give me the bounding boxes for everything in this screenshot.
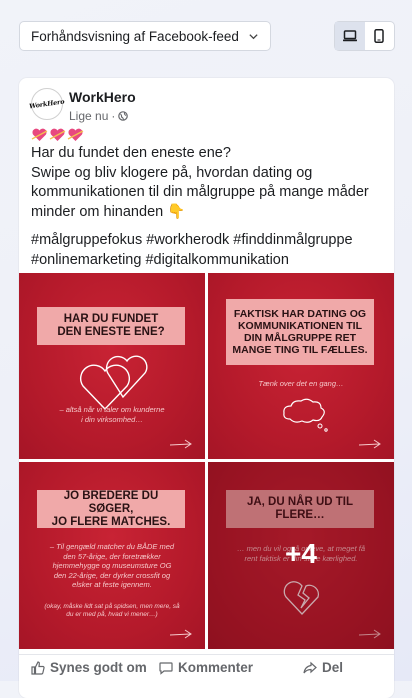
tile-header: FAKTISK HAR DATING OG KOMMUNIKATIONEN TIL DIN MÅLGRUPPE RET MANGE TING TIL FÆLLES. bbox=[226, 299, 374, 365]
workhero-logo: WorkHero bbox=[28, 97, 66, 111]
carousel-image-3[interactable] bbox=[19, 462, 205, 649]
preview-type-dropdown[interactable] bbox=[19, 21, 271, 51]
share-icon bbox=[303, 661, 317, 675]
post-body: Har du fundet den eneste ene? Swipe og bliv klogere på, hvordan dating og kommunikationen til din målgruppe på mange måder minder om hinanden 👇 bbox=[31, 145, 369, 220]
post-time[interactable]: Lige nu bbox=[69, 109, 109, 123]
arrow-right-icon bbox=[169, 629, 193, 639]
like-label: Synes godt om bbox=[50, 660, 147, 675]
tile-subtext: – altså når vi taler om kunderne i din virksomhed… bbox=[59, 405, 165, 424]
thumbs-up-icon bbox=[31, 661, 45, 675]
heart-emojis bbox=[31, 125, 383, 144]
comment-label: Kommenter bbox=[178, 660, 254, 675]
desktop-view-button[interactable] bbox=[335, 22, 365, 50]
avatar[interactable] bbox=[28, 88, 66, 120]
chevron-down-icon bbox=[248, 31, 259, 42]
tile-header: JO BREDERE DU SØGER, JO FLERE MATCHES. bbox=[37, 490, 185, 528]
thought-bubble-icon bbox=[280, 397, 330, 433]
share-label: Del bbox=[322, 660, 344, 675]
heart-arrow-icon bbox=[49, 128, 66, 142]
arrow-right-icon bbox=[169, 439, 193, 449]
tile-subtext-note: (okay, måske lidt sat på spidsen, men mere, så du er med på, hvad vi mener…) bbox=[44, 603, 180, 618]
comment-button[interactable] bbox=[159, 660, 253, 675]
post-actions bbox=[19, 654, 394, 684]
carousel-image-1[interactable] bbox=[19, 273, 205, 459]
preview-type-label: Forhåndsvisning af Facebook-feed bbox=[31, 28, 239, 44]
share-button[interactable] bbox=[303, 660, 343, 675]
post-text bbox=[31, 125, 383, 270]
carousel-image-2[interactable] bbox=[208, 273, 394, 459]
tile-subtext: – Til gengæld matcher du BÅDE med den 57-årige, der foretrækker hjemmehygge og museumsture OG den 22-årige, der dyrker crossfit og elsker at feste igennem. bbox=[49, 542, 175, 589]
preview-toolbar bbox=[19, 21, 395, 51]
mobile-phone-icon bbox=[374, 29, 384, 43]
tile-subtext: … men du vil også opleve, at meget få rent faktisk er din store kærlighed. bbox=[237, 544, 365, 563]
more-images-count: +4 bbox=[285, 538, 317, 569]
tile-header: JA, DU NÅR UD TIL FLERE… bbox=[226, 490, 374, 528]
like-button[interactable] bbox=[31, 660, 147, 675]
comment-icon bbox=[159, 661, 173, 675]
device-toggle bbox=[334, 21, 395, 51]
mobile-view-button[interactable] bbox=[365, 22, 395, 50]
post-hashtags[interactable]: #målgruppefokus #workherodk #finddinmålgruppe #onlinemarketing #digitalkommunikation bbox=[31, 232, 353, 268]
meta-separator: · bbox=[111, 109, 116, 123]
facebook-post-card bbox=[19, 78, 394, 698]
hearts-illustration-icon bbox=[77, 353, 151, 413]
arrow-right-icon bbox=[358, 439, 382, 449]
carousel-image-4[interactable] bbox=[208, 462, 394, 649]
image-grid bbox=[19, 273, 394, 649]
globe-icon bbox=[118, 111, 128, 121]
desktop-icon bbox=[343, 30, 357, 42]
post-meta bbox=[69, 109, 128, 123]
page-name[interactable]: WorkHero bbox=[69, 89, 136, 105]
heart-arrow-icon bbox=[67, 128, 84, 142]
tile-subtext: Tænk over det en gang… bbox=[258, 379, 344, 388]
tile-header: HAR DU FUNDET DEN ENESTE ENE? bbox=[37, 307, 185, 345]
